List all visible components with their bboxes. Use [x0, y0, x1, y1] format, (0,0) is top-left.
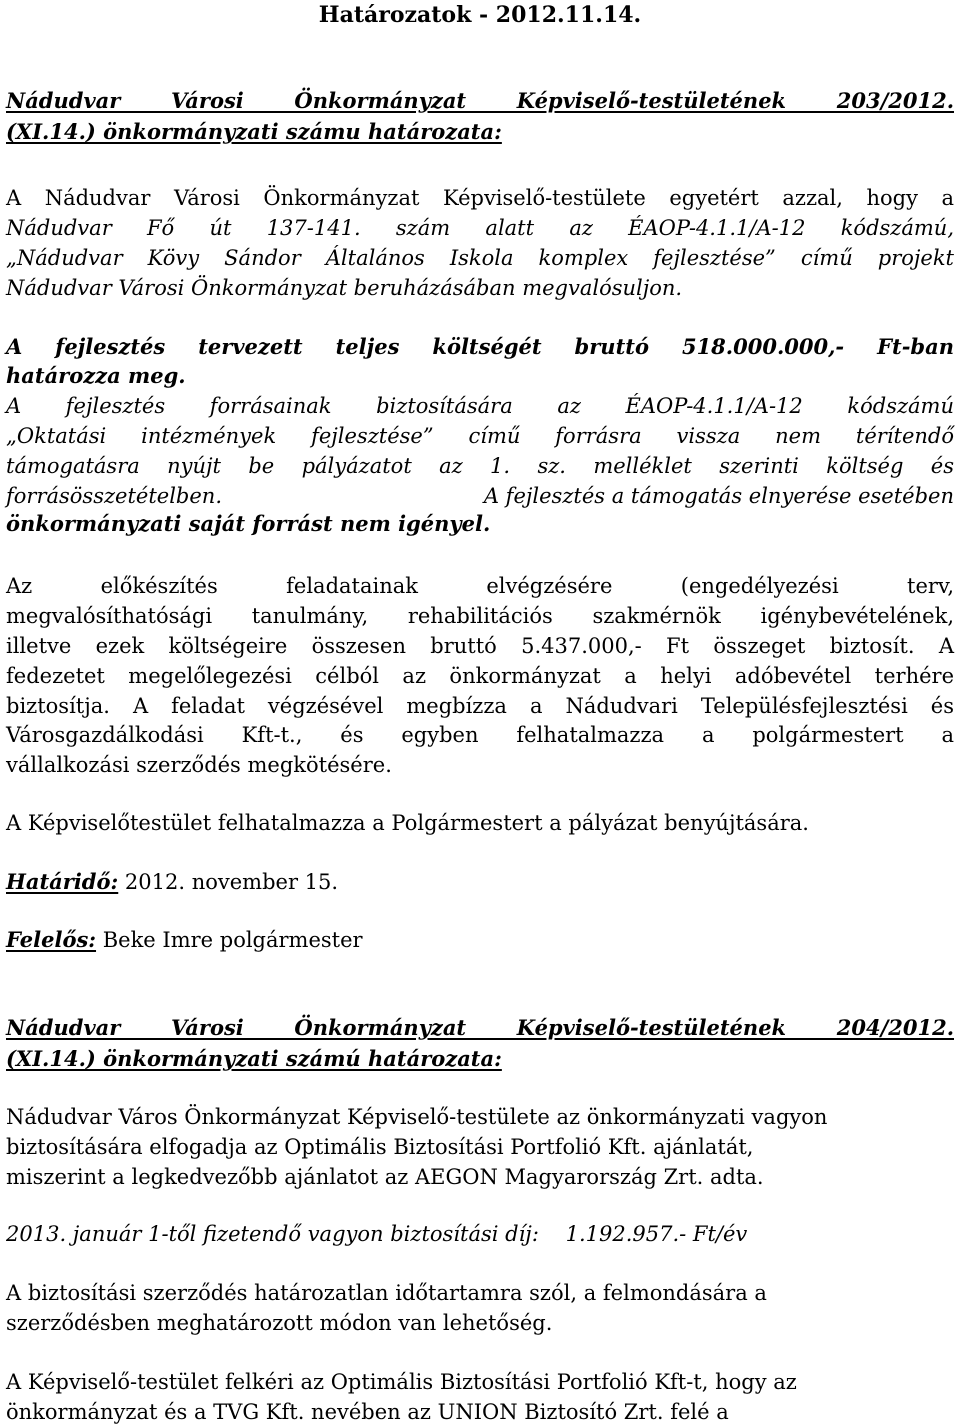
- resolution-203-prep-line-2: megvalósíthatósági tanulmány, rehabilitációs szakmérnök igénybevételének,: [6, 604, 954, 628]
- insurance-fee-label: 2013. január 1-től fizetendő vagyon biztosítási díj:: [6, 1222, 539, 1246]
- resolution-203-prep-line-4: fedezetet megelőlegezési célból az önkormányzat a helyi adóbevétel terhére: [6, 664, 954, 688]
- resolution-203-deadline: [6, 867, 954, 897]
- resolution-204-para-1-line-3: miszerint a legkedvezőbb ajánlatot az AEGON Magyarország Zrt. adta.: [6, 1165, 764, 1189]
- resolution-203-prep-line-6: Városgazdálkodási Kft-t., és egyben felhatalmazza a polgármestert a: [6, 723, 954, 747]
- resolution-203-responsible: [6, 925, 954, 955]
- resolution-203-heading-line-1: Nádudvar Városi Önkormányzat Képviselő-testületének 203/2012.: [6, 88, 954, 113]
- resolution-203-para-1-line-2: Nádudvar Fő út 137-141. szám alatt az ÉAOP-4.1.1/A-12 kódszámú,: [6, 216, 954, 240]
- deadline-label: Határidő:: [6, 869, 119, 894]
- resolution-203-authorization: A Képviselőtestület felhatalmazza a Polgármestert a pályázat benyújtására.: [6, 811, 809, 835]
- resolution-204-heading-line-1: Nádudvar Városi Önkormányzat Képviselő-testületének 204/2012.: [6, 1015, 954, 1040]
- responsible-label: Felelős:: [6, 927, 97, 952]
- resolution-203-cost-line-2: határozza meg.: [6, 363, 186, 388]
- resolution-203-source-line-5: önkormányzati saját forrást nem igényel.: [6, 511, 491, 536]
- responsible-value: Beke Imre polgármester: [96, 928, 363, 952]
- deadline-value: 2012. november 15.: [118, 870, 339, 894]
- resolution-204-fee-line: [6, 1219, 954, 1249]
- resolution-203-para-1-line-3: „Nádudvar Kövy Sándor Általános Iskola komplex fejlesztése” című projekt: [6, 246, 954, 270]
- resolution-203-cost-line-1: A fejlesztés tervezett teljes költségét bruttó 518.000.000,- Ft-ban: [6, 334, 954, 359]
- resolution-203-prep-line-7: vállalkozási szerződés megkötésére.: [6, 753, 392, 777]
- resolution-204-para-2-line-1: A biztosítási szerződés határozatlan időtartamra szól, a felmondására a: [6, 1281, 767, 1305]
- resolution-203-source-line-1: A fejlesztés forrásainak biztosítására az ÉAOP-4.1.1/A-12 kódszámú: [6, 394, 954, 418]
- resolution-203-source-line-4b: A fejlesztés a támogatás elnyerése esetében: [483, 484, 954, 508]
- insurance-fee-value: 1.192.957.- Ft/év: [565, 1222, 748, 1246]
- resolution-204-para-3-line-1: A Képviselő-testület felkéri az Optimális Biztosítási Portfolió Kft-t, hogy az: [6, 1370, 797, 1394]
- document-title: Határozatok - 2012.11.14.: [318, 2, 642, 28]
- resolution-203-prep-line-3: illetve ezek költségeire összesen bruttó 5.437.000,- Ft összeget biztosít. A: [6, 634, 954, 658]
- resolution-204-para-2-line-2: szerződésben meghatározott módon van lehetőség.: [6, 1311, 553, 1335]
- resolution-203-heading-line-2: (XI.14.) önkormányzati számu határozata:: [6, 119, 502, 144]
- resolution-203-prep-line-5: biztosítja. A feladat végzésével megbízza a Nádudvari Településfejlesztési és: [6, 694, 954, 718]
- resolution-204-para-3-line-2: önkormányzat és a TVG Kft. nevében az UNION Biztosító Zrt. felé a: [6, 1400, 729, 1424]
- resolution-203-source-line-4: [6, 481, 954, 511]
- resolution-204-para-1-line-2: biztosítására elfogadja az Optimális Biztosítási Portfolió Kft. ajánlatát,: [6, 1135, 754, 1159]
- resolution-204-para-1-line-1: Nádudvar Város Önkormányzat Képviselő-testülete az önkormányzati vagyon: [6, 1105, 828, 1129]
- resolution-203-source-line-2: „Oktatási intézmények fejlesztése” című forrásra vissza nem térítendő: [6, 424, 954, 448]
- resolution-203-para-1-line-4: Nádudvar Városi Önkormányzat beruházásában megvalósuljon.: [6, 276, 683, 300]
- resolution-203-source-line-3: támogatásra nyújt be pályázatot az 1. sz. melléklet szerinti költség és: [6, 454, 954, 478]
- resolution-203-prep-line-1: Az előkészítés feladatainak elvégzésére (engedélyezési terv,: [6, 574, 954, 598]
- resolution-203-source-line-4a: forrásösszetételben.: [6, 484, 222, 508]
- resolution-204-heading-line-2: (XI.14.) önkormányzati számú határozata:: [6, 1046, 502, 1071]
- resolution-203-para-1-line-1: A Nádudvar Városi Önkormányzat Képviselő-testülete egyetért azzal, hogy a: [6, 186, 954, 210]
